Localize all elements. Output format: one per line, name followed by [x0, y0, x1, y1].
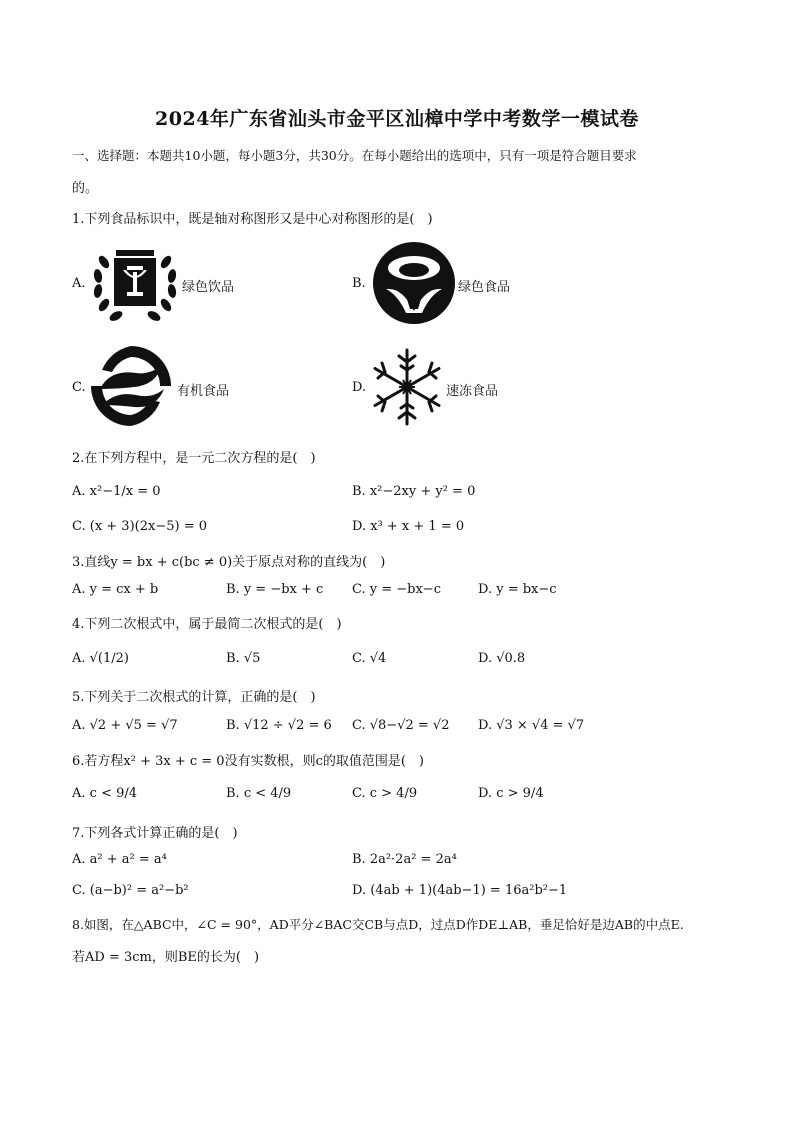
frozen-food-snowflake-logo — [368, 348, 446, 430]
q1-option-a-label: 绿色饮品 — [182, 280, 235, 295]
q5-option-c: C. √8−√2 = √2 — [352, 718, 450, 733]
q7-option-c: C. (a−b)² = a²−b² — [72, 883, 189, 898]
organic-food-logo — [90, 345, 172, 431]
q4-option-d: D. √0.8 — [478, 651, 526, 666]
q6-option-d: D. c > 9/4 — [478, 786, 544, 801]
q2-option-b: B. x²−2xy + y² = 0 — [352, 484, 476, 499]
q2-option-d: D. x³ + x + 1 = 0 — [352, 519, 465, 534]
q8-stem-line1: 8.如图，在△ABC中，∠C = 90°，AD平分∠BAC交CB与点D，过点D作DE⊥AB，垂足恰好是边AB的中点E. — [72, 917, 684, 932]
q7-stem: 7.下列各式计算正确的是( ) — [72, 826, 238, 841]
section-heading-line2: 的。 — [72, 181, 99, 196]
q1-option-d-letter: D. — [352, 380, 367, 395]
q6-option-c: C. c > 4/9 — [352, 786, 418, 801]
q3-option-d: D. y = bx−c — [478, 582, 557, 597]
q1-option-b-label: 绿色食品 — [458, 280, 511, 295]
q3-stem: 3.直线y = bx + c(bc ≠ 0)关于原点对称的直线为( ) — [72, 555, 386, 570]
q7-option-a: A. a² + a² = a⁴ — [72, 852, 167, 867]
green-drink-logo — [92, 240, 178, 330]
q1-option-c-letter: C. — [72, 380, 86, 395]
q3-option-a: A. y = cx + b — [72, 582, 159, 597]
q2-stem: 2.在下列方程中，是一元二次方程的是( ) — [72, 451, 316, 466]
q1-option-d-label: 速冻食品 — [446, 384, 499, 399]
q4-option-c: C. √4 — [352, 651, 387, 666]
q5-option-d: D. √3 × √4 = √7 — [478, 718, 585, 733]
q4-option-b: B. √5 — [226, 651, 261, 666]
q7-option-b: B. 2a²·2a² = 2a⁴ — [352, 852, 457, 867]
q1-option-a-letter: A. — [72, 276, 86, 291]
q6-option-a: A. c < 9/4 — [72, 786, 138, 801]
q5-option-b: B. √12 ÷ √2 = 6 — [226, 718, 332, 733]
q2-option-a: A. x²−1/x = 0 — [72, 484, 161, 499]
q7-option-d: D. (4ab + 1)(4ab−1) = 16a²b²−1 — [352, 883, 568, 898]
q2-option-c: C. (x + 3)(2x−5) = 0 — [72, 519, 207, 534]
q4-option-a: A. √(1/2) — [72, 651, 130, 666]
page-title: 2024年广东省汕头市金平区汕樟中学中考数学一模试卷 — [155, 108, 639, 130]
q1-option-c-label: 有机食品 — [177, 384, 230, 399]
q3-option-c: C. y = −bx−c — [352, 582, 441, 597]
q3-option-b: B. y = −bx + c — [226, 582, 324, 597]
q5-option-a: A. √2 + √5 = √7 — [72, 718, 178, 733]
q4-stem: 4.下列二次根式中，属于最简二次根式的是( ) — [72, 617, 342, 632]
section-heading-line1: 一、选择题：本题共10小题，每小题3分，共30分。在每小题给出的选项中，只有一项是符合题目要求 — [72, 148, 637, 163]
q5-stem: 5.下列关于二次根式的计算，正确的是( ) — [72, 690, 316, 705]
q1-option-b-letter: B. — [352, 276, 366, 291]
q6-option-b: B. c < 4/9 — [226, 786, 292, 801]
q8-stem-line2: 若AD = 3cm，则BE的长为( ) — [72, 950, 260, 965]
q1-stem: 1.下列食品标识中，既是轴对称图形又是中心对称图形的是( ) — [72, 212, 433, 227]
green-food-logo — [372, 241, 456, 329]
q6-stem: 6.若方程x² + 3x + c = 0没有实数根，则c的取值范围是( ) — [72, 754, 424, 769]
